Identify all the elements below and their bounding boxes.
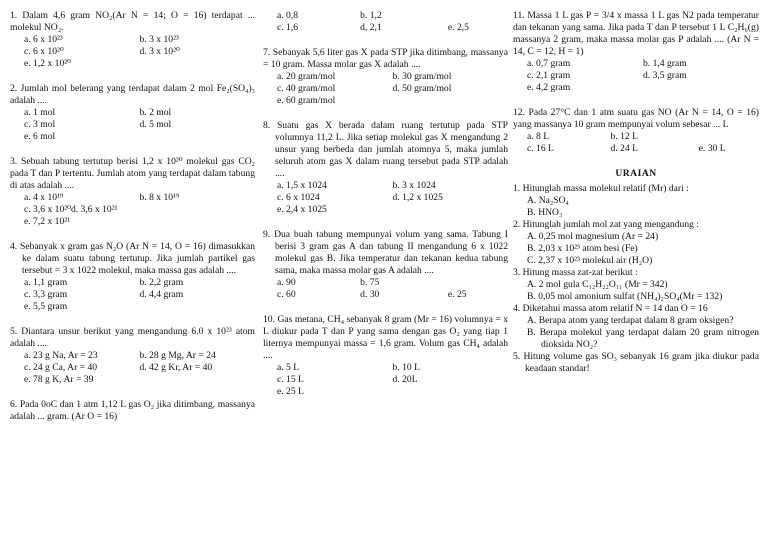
question-9 <box>263 229 508 301</box>
essay-item-b: B. 0,05 mol amonium sulfat (NH₄)₂SO₄(Mr = 132) <box>527 291 723 302</box>
option-b: b. 2 mol <box>139 107 172 118</box>
question-2 <box>10 83 255 143</box>
options <box>263 277 508 301</box>
question-stem: 6. Pada 0oC dan 1 atm 1,12 L gas O₂ jika ditimbang, massanya adalah ... gram. (Ar O = 16) <box>10 399 255 422</box>
question-5 <box>10 326 255 386</box>
option-b: b. 3 x 10²³ <box>139 34 179 45</box>
option-e: e. 4,2 gram <box>527 82 571 93</box>
option-d: d. 1,2 x 1025 <box>392 192 443 203</box>
question-11 <box>513 10 759 94</box>
option-c: c. 3 mol <box>24 119 56 130</box>
essay-2 <box>513 219 759 267</box>
column-3 <box>513 10 759 375</box>
question-stem: 11. Massa 1 L gas P = 3/4 x massa 1 L gas N2 pada temperatur dan tekanan yang sama. Jika pada T dan P tersebut 1 L C₂H₆(g) massanya 2 gram, maka massa molar gas P adalah .... (Ar N = 14, C = 12, H = 1) <box>513 10 759 57</box>
options <box>513 58 759 94</box>
question-3 <box>10 156 255 228</box>
option-b: b. 8 x 10¹⁹ <box>139 192 180 203</box>
option-e: e. 25 <box>447 289 467 300</box>
question-stem: 4. Sebanyak x gram gas N₂O (Ar N = 14, O = 16) dimasukkan ke dalam suatu tabung tertutup. Jika jumlah partikel gas tersebut = 3 x 1022 molekul, maka massa gas adalah .... <box>10 241 255 276</box>
essay-head: 4. Diketahui massa atom relatif N = 14 dan O = 16 <box>513 303 708 314</box>
option-a: a. 23 g Na, Ar = 23 <box>24 350 98 361</box>
essay-item-c: C. 2,37 x 10²³ molekul air (H₂O) <box>527 255 653 266</box>
question-stem: 10. Gas metana, CH₄ sebanyak 8 gram (Mr = 16) volumnya = x L diukur pada T dan P yang sama dengan gas O₂ yang tiap 1 liternya mempunyai massa = 1,6 gram. Volum gas CH₄ adalah .... <box>263 314 508 361</box>
option-b: b. 1,4 gram <box>643 58 687 69</box>
question-8 <box>263 120 508 216</box>
question-stem: 5. Diantara unsur berikut yang mengandung 6.0 x 10²³ atom adalah .... <box>10 326 255 349</box>
option-a: a. 1,1 gram <box>24 277 68 288</box>
option-a: a. 0,8 <box>277 10 299 21</box>
options <box>263 362 508 398</box>
option-a: a. 0,7 gram <box>527 58 571 69</box>
question-4 <box>10 241 255 313</box>
option-c: c. 1,6 <box>277 22 299 33</box>
option-d: d. 24 L <box>610 143 638 154</box>
essay-3 <box>513 267 759 303</box>
option-e: e. 25 L <box>277 386 304 397</box>
option-d: d. 42 g Kr, Ar = 40 <box>139 362 213 373</box>
option-a: a. 6 x 10²³ <box>24 34 63 45</box>
question-6 <box>10 399 255 423</box>
question-7 <box>263 47 508 107</box>
options <box>263 10 508 34</box>
option-b: b. 2,2 gram <box>139 277 184 288</box>
option-b: b. 1,2 <box>360 10 382 21</box>
essay-item-b: B. 2,03 x 10²³ atom besi (Fe) <box>527 243 638 254</box>
option-c-d: c. 3,6 x 10²⁰d. 3,6 x 10²¹ <box>24 204 118 215</box>
option-e: e. 78 g K, Ar = 39 <box>24 374 94 385</box>
options <box>263 71 508 107</box>
question-1 <box>10 10 255 70</box>
question-10 <box>263 314 508 398</box>
options <box>263 180 508 216</box>
option-d: d. 4,4 gram <box>139 289 184 300</box>
option-d: d. 50 gram/mol <box>392 83 452 94</box>
option-e: e. 2,4 x 1025 <box>277 204 327 215</box>
essay-5 <box>513 351 759 375</box>
option-e: e. 5,5 gram <box>24 301 68 312</box>
options <box>513 131 759 155</box>
essay-item-b: B. HNO₃ <box>527 207 563 218</box>
option-d: d. 20L <box>392 374 418 385</box>
option-c: c. 6 x 10²⁰ <box>24 46 64 57</box>
option-c: c. 15 L <box>277 374 304 385</box>
options <box>10 277 255 313</box>
question-stem: 12. Pada 27°C dan 1 atm suatu gas NO (Ar N = 14, O = 16) yang massanya 10 gram mempunyai volum sebesar ... L <box>513 107 759 130</box>
essay-head: 3. Hitung massa zat-zat berikut : <box>513 267 638 278</box>
option-d: d. 3,5 gram <box>643 70 687 81</box>
essay-head: 1. Hitunglah massa molekul relatif (Mr) dari : <box>513 183 689 194</box>
options <box>10 350 255 386</box>
section-title-uraian: URAIAN <box>615 168 657 179</box>
question-stem: 8. Suatu gas X berada dalam ruang tertutup pada STP volumnya 11,2 L. Jika setiap molekul gas X mengandung 2 unsur yang berbeda dan jumlah atomnya 5, maka jumlah seluruh atom gas X dalam ruang tersebut pada STP adalah .... <box>263 120 508 179</box>
option-d: d, 2,1 <box>360 22 382 33</box>
options <box>10 192 255 228</box>
column-1 <box>10 10 255 436</box>
essay-4 <box>513 303 759 351</box>
option-b: b. 10 L <box>392 362 420 373</box>
question-stem: 3. Sebuah tabung tertutup berisi 1,2 x 10²⁰ molekul gas CO₂ pada T dan P tertentu. Jumlah atom yang terdapat dalam tabung di atas adalah .... <box>10 156 255 191</box>
question-12 <box>513 107 759 155</box>
options <box>10 34 255 70</box>
essay-item-a: A. Na₂SO₄ <box>527 195 569 206</box>
option-a: a. 8 L <box>527 131 550 142</box>
option-c: c. 6 x 1024 <box>277 192 320 203</box>
option-e: e. 7,2 x 10²¹ <box>24 216 70 227</box>
option-a: a. 90 <box>277 277 296 288</box>
options <box>10 107 255 143</box>
essay-item-a: A. 2 mol gula C₁₂H₂₂O₁₁ (Mr = 342) <box>527 279 668 290</box>
option-a: a. 1 mol <box>24 107 56 118</box>
option-c: c. 40 gram/mol <box>277 83 336 94</box>
option-e: e. 6 mol <box>24 131 56 142</box>
option-d: d. 30 <box>360 289 380 300</box>
essay-item-b: B. Berapa molekul yang terdapat dalam 20 gram nitrogen dioksida NO₂? <box>527 327 759 350</box>
option-c: c. 3,3 gram <box>24 289 68 300</box>
essay-item-a: A. 0,25 mol magnesium (Ar = 24) <box>527 231 659 242</box>
essay-1 <box>513 183 759 219</box>
option-b: b. 12 L <box>610 131 638 142</box>
essay-item-a: A. Berapa atom yang terdapat dalam 8 gram oksigen? <box>527 315 734 326</box>
question-6-options <box>263 10 508 34</box>
option-e: e. 60 gram/mol <box>277 95 336 106</box>
option-a: a. 1,5 x 1024 <box>277 180 327 191</box>
question-stem: 7. Sebanyak 5,6 liter gas X pada STP jika ditimbang, massanya = 10 gram. Massa molar gas X adalah .... <box>263 47 508 70</box>
option-a: a. 4 x 10¹⁹ <box>24 192 64 203</box>
option-e: e. 1,2 x 10²⁰ <box>24 58 71 69</box>
option-d: d. 5 mol <box>139 119 172 130</box>
question-stem: 2. Jumlah mol belerang yang terdapat dalam 2 mol Fe₂(SO₄)₃ adalah .... <box>10 83 255 106</box>
option-a: a. 5 L <box>277 362 300 373</box>
option-a: a. 20 gram/mol <box>277 71 336 82</box>
option-c: c. 16 L <box>527 143 554 154</box>
column-2 <box>263 10 508 411</box>
option-b: b. 3 x 1024 <box>392 180 436 191</box>
option-e: e. 2,5 <box>447 22 469 33</box>
essay-head: 5. Hitung volume gas SO₃ sebanyak 16 gram jika diukur pada keadaan standar! <box>513 351 759 374</box>
option-c: c. 2,1 gram <box>527 70 571 81</box>
question-stem: 1. Dalam 4,6 gram NO₂(Ar N = 14; O = 16) terdapat ... molekul NO₂. <box>10 10 255 33</box>
question-stem: 9. Dua buah tabung mempunyai volum yang sama. Tabung I berisi 3 gram gas A dan tabung II mengandung 6 x 1022 molekul gas B. Jika temperatur dan tekanan kedua tabung sama, maka massa molar gas A adalah .... <box>263 229 508 276</box>
option-c: c. 24 g Ca, Ar = 40 <box>24 362 98 373</box>
option-b: b. 28 g Mg, Ar = 24 <box>139 350 216 361</box>
essay-head: 2. Hitunglah jumlah mol zat yang mengandung : <box>513 219 699 230</box>
option-b: b. 75 <box>360 277 380 288</box>
option-e: e. 30 L <box>698 143 726 154</box>
option-d: d. 3 x 10²⁰ <box>139 46 180 57</box>
option-b: b. 30 gram/mol <box>392 71 452 82</box>
option-c: c. 60 <box>277 289 296 300</box>
